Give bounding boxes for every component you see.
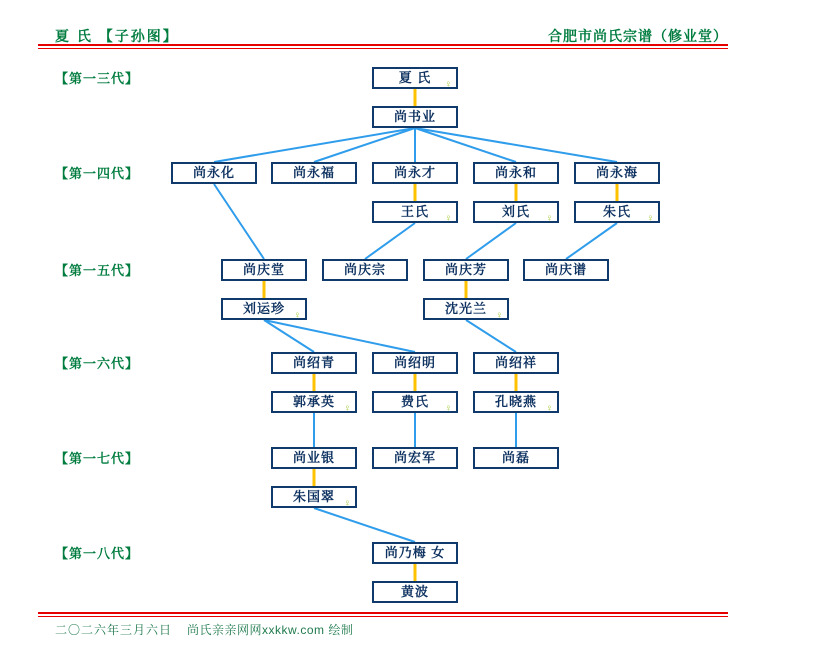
person-name: 朱国翠 [292,489,335,504]
chart-title: 夏 氏 【子孙图】 [55,28,179,44]
generation-label-17: 【第一七代】 [55,451,140,466]
child-connector [314,508,415,542]
person-name: 尚庆芳 [444,262,487,277]
person-box-naimei[interactable] [372,542,458,564]
female-icon: ♀ [495,310,503,321]
person-box-xiashi[interactable] [372,67,458,89]
person-name: 尚磊 [501,450,530,465]
person-box-shaoming[interactable] [372,352,458,374]
generation-label-13: 【第一三代】 [55,71,140,86]
child-connector [466,320,516,352]
child-connector [466,223,516,259]
person-name: 尚绍明 [393,355,436,370]
person-name: 尚宏军 [393,450,436,465]
child-connector [214,184,264,259]
person-name: 尚庆堂 [242,262,285,277]
person-name: 孔晓燕 [494,394,537,409]
person-name: 尚绍祥 [494,355,537,370]
person-name: 尚庆宗 [343,262,386,277]
female-icon: ♀ [444,213,452,224]
person-box-shenguanglan[interactable] [423,298,509,320]
person-name: 尚永才 [393,165,436,180]
female-icon: ♀ [293,310,301,321]
person-box-zhushi[interactable] [574,201,660,223]
person-box-wangshi[interactable] [372,201,458,223]
bottom-divider [38,612,728,617]
person-box-yongfu[interactable] [271,162,357,184]
child-connector [566,223,617,259]
person-name: 朱氏 [602,204,631,219]
person-name: 夏 氏 [398,70,432,85]
person-box-hongjun[interactable] [372,447,458,469]
person-box-shaoxiang[interactable] [473,352,559,374]
child-connector [314,128,415,162]
person-box-liuyunzhen[interactable] [221,298,307,320]
person-box-yonghua[interactable] [171,162,257,184]
person-name: 尚庆谱 [544,262,587,277]
person-name: 尚绍青 [292,355,335,370]
person-box-shaoqing[interactable] [271,352,357,374]
person-box-huangbo[interactable] [372,581,458,603]
person-box-yongcai[interactable] [372,162,458,184]
person-name: 费氏 [400,394,429,409]
person-box-yeyin[interactable] [271,447,357,469]
footer-date: 二〇二六年三月六日 [55,623,173,637]
person-name: 王氏 [400,204,429,219]
child-connector [214,128,415,162]
person-box-liushi[interactable] [473,201,559,223]
generation-label-16: 【第一六代】 [55,356,140,371]
person-box-kongxiaoyan[interactable] [473,391,559,413]
person-name: 沈光兰 [444,301,487,316]
female-icon: ♀ [343,498,351,509]
person-name: 刘氏 [501,204,530,219]
female-icon: ♀ [343,403,351,414]
female-icon: ♀ [545,213,553,224]
person-box-qingpu[interactable] [523,259,609,281]
child-connector [415,128,617,162]
person-box-shushuye[interactable] [372,106,458,128]
person-name: 尚业银 [292,450,335,465]
person-box-qingfang[interactable] [423,259,509,281]
person-box-zhuguocui[interactable] [271,486,357,508]
female-icon: ♀ [444,403,452,414]
person-name: 刘运珍 [242,301,285,316]
person-box-feishi[interactable] [372,391,458,413]
person-box-shanglei[interactable] [473,447,559,469]
generation-label-15: 【第一五代】 [55,263,140,278]
person-box-yonghai[interactable] [574,162,660,184]
person-name: 尚书业 [393,109,436,124]
person-name: 尚永化 [192,165,235,180]
child-connector [415,128,516,162]
person-name: 黄波 [400,584,429,599]
child-connector [264,320,415,352]
person-box-qingzong[interactable] [322,259,408,281]
generation-label-14: 【第一四代】 [55,166,140,181]
person-box-yonghe[interactable] [473,162,559,184]
footer-credit: 尚氏亲亲网网xxkkw.com 绘制 [187,623,354,637]
person-name: 尚永福 [292,165,335,180]
female-icon: ♀ [646,213,654,224]
generation-label-18: 【第一八代】 [55,546,140,561]
person-name: 郭承英 [292,394,335,409]
person-box-guochengying[interactable] [271,391,357,413]
person-box-qingtang[interactable] [221,259,307,281]
female-icon: ♀ [444,79,452,90]
person-name: 尚永海 [595,165,638,180]
person-name: 尚永和 [494,165,537,180]
person-name: 尚乃梅 女 [384,545,446,560]
female-icon: ♀ [545,403,553,414]
child-connector [365,223,415,259]
book-title: 合肥市尚氏宗谱（修业堂） [548,28,728,44]
